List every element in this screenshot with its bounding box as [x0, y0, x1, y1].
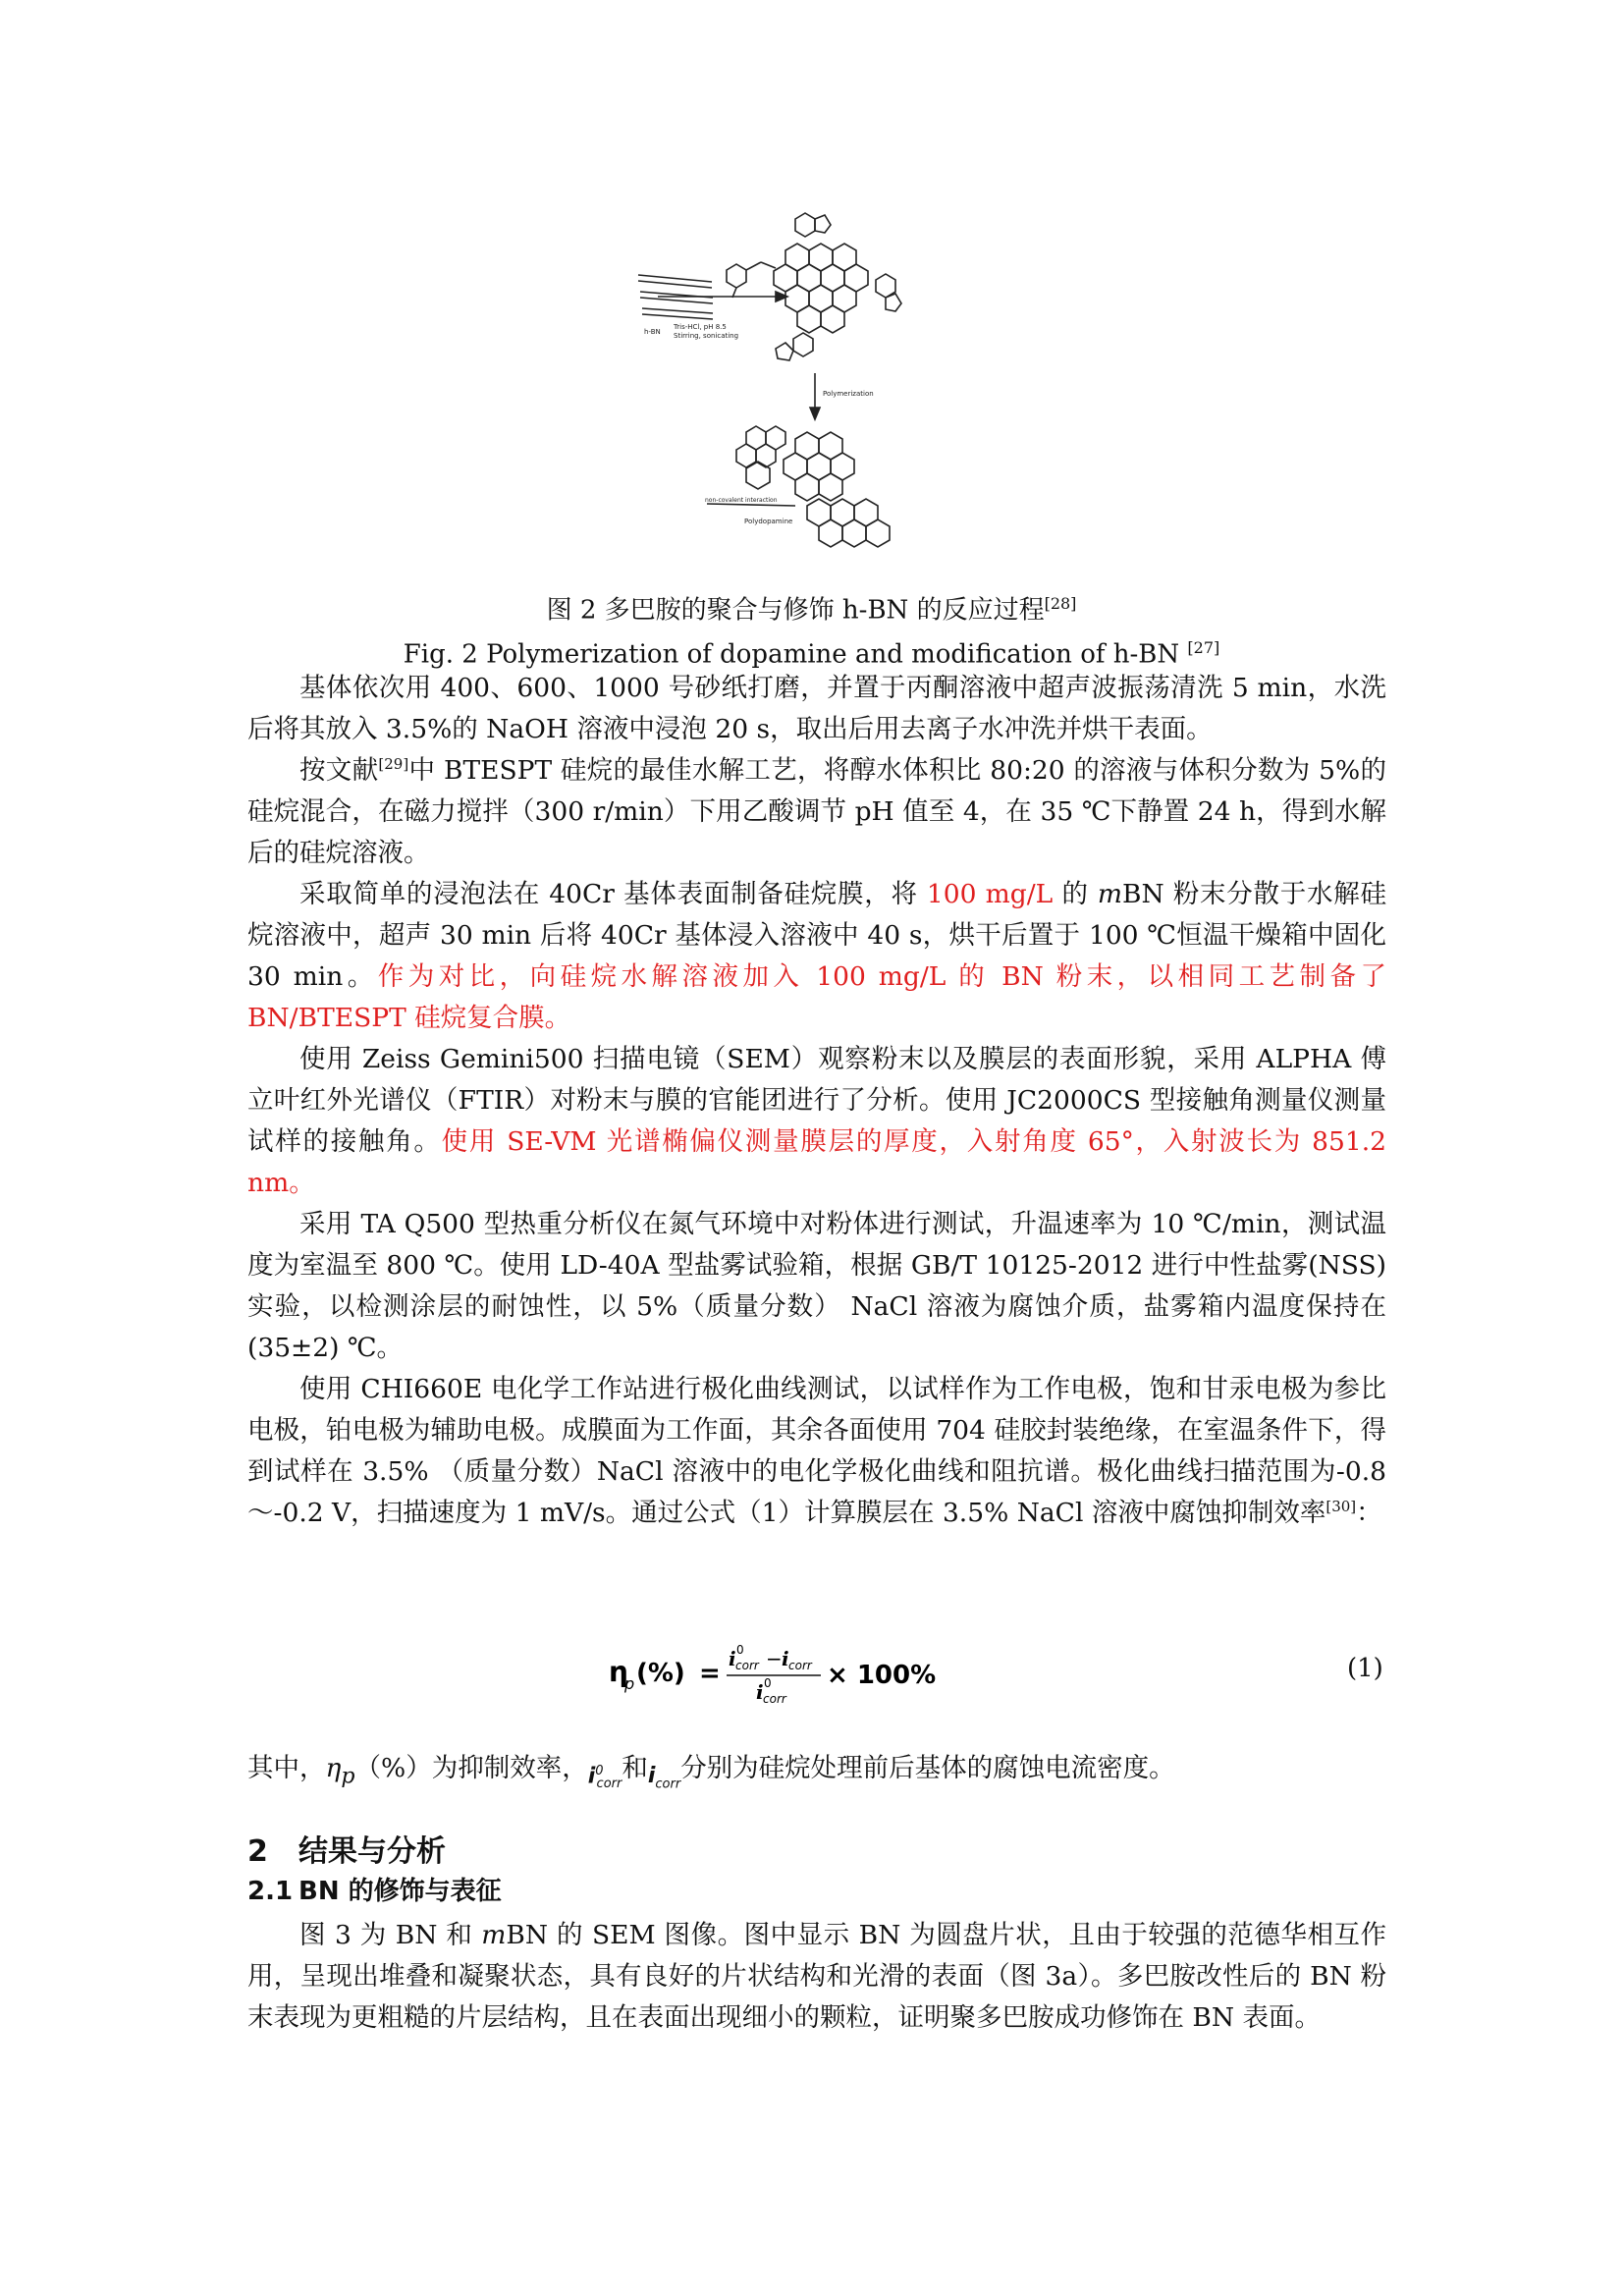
- p7-text-b: BN 的 SEM 图像。图中显示 BN 为圆盘片状，且由于较强的范德华相互作用，呈现出堆叠和凝聚状态，具有良好的片状结构和光滑的表面（图 3a）。多巴胺改性后的 BN 粉末表现为更粗糙的片层结构，且在表面出现细小的颗粒，证明聚多巴胺成功修饰在 BN 表面。: [247, 1920, 1387, 2033]
- eq-den-sup: 0: [764, 1676, 772, 1690]
- ae-i1-i: i: [647, 1764, 656, 1788]
- ae-i1-sub: corr: [655, 1777, 681, 1792]
- reaction-scheme-drawing: [628, 211, 1001, 565]
- eq-den-sub: corr: [763, 1692, 786, 1706]
- p2-ref[interactable]: [29]: [378, 755, 409, 774]
- caption-en-ref[interactable]: [27]: [1187, 638, 1220, 657]
- equation-number: (1): [1347, 1654, 1383, 1683]
- equation-explanation: [247, 1748, 1386, 1805]
- ae-eta-sub: p: [341, 1764, 355, 1789]
- equation-svg: [609, 1638, 1021, 1707]
- eq-num-sub: corr: [735, 1659, 759, 1672]
- eq-num-i2: i: [782, 1647, 789, 1670]
- caption-cn-text: 图 2 多巴胺的聚合与修饰 h-BN 的反应过程: [546, 595, 1045, 626]
- body-text-results: [247, 1915, 1386, 2039]
- p3-red-2: 作为对比，向硅烷水解溶液加入 100 mg/L 的 BN 粉末，以相同工艺制备了 BN/BTESPT 硅烷复合膜。: [247, 961, 1386, 1033]
- polydopamine-label: Polydopamine: [744, 518, 793, 525]
- p3-red-1: 100 mg/L: [926, 879, 1054, 909]
- eq-minus: −: [766, 1647, 783, 1670]
- ae-text-c: 和: [622, 1753, 648, 1783]
- caption-cn: [0, 587, 1623, 628]
- paragraph-thermal-salt-spray: [247, 1204, 1386, 1369]
- ae-i0-sub: corr: [596, 1777, 622, 1792]
- hexagon-sheet-upper: [774, 244, 868, 333]
- ae-text-d: 分别为硅烷处理前后基体的腐蚀电流密度。: [680, 1753, 1175, 1783]
- p6-ref[interactable]: [30]: [1325, 1498, 1357, 1516]
- reagent-label-2: Stirring, sonicating: [674, 332, 739, 340]
- p3-m: m: [1097, 879, 1122, 909]
- subsection-number: 2.1: [247, 1877, 294, 1906]
- paragraph-characterization: [247, 1039, 1386, 1204]
- section-title: 结果与分析: [298, 1834, 446, 1869]
- p7-text-a: 图 3 为 BN 和: [299, 1920, 482, 1950]
- paragraph-sem-results: [247, 1915, 1386, 2039]
- ae-eta: η: [325, 1753, 342, 1783]
- section-number: 2: [247, 1834, 268, 1869]
- reaction-scheme-figure: [628, 211, 1001, 565]
- p5-text: 采用 TA Q500 型热重分析仪在氮气环境中对粉体进行测试，升温速率为 10 ℃/min，测试温度为室温至 800 ℃。使用 LD-40A 型盐雾试验箱，根据 GB/T 10125-2012 进行中性盐雾(NSS)实验，以检测涂层的耐蚀性，以 5%（质量分数） NaCl 溶液为腐蚀介质，盐雾箱内温度保持在(35±2) ℃。: [247, 1209, 1386, 1363]
- caption-en-text: Fig. 2 Polymerization of dopamine and modification of h-BN: [403, 639, 1180, 670]
- body-text: [247, 668, 1386, 1534]
- eq-lhs-pct: (%): [636, 1659, 685, 1688]
- p6-text-a: 使用 CHI660E 电化学工作站进行极化曲线测试，以试样作为工作电极，饱和甘汞电极为参比电极，铂电极为辅助电极。成膜面为工作面，其余各面使用 704 硅胶封装绝缘，在室温条件下，得到试样在 3.5% （质量分数）NaCl 溶液中的电化学极化曲线和阻抗谱。极化曲线扫描范围为-0.8～-0.2 V，扫描速度为 1 mV/s。通过公式（1）计算膜层在 3.5% NaCl 溶液中腐蚀抑制效率: [247, 1374, 1386, 1528]
- eq-num-i: i: [729, 1647, 736, 1670]
- polymerization-label: Polymerization: [823, 390, 874, 398]
- ae-i1: [648, 1756, 680, 1805]
- hbn-label: h-BN: [644, 328, 661, 336]
- eq-den-i: i: [756, 1680, 764, 1704]
- paragraph-electrochem: [247, 1369, 1386, 1534]
- subsection-heading: [247, 1871, 502, 1907]
- p7-m: m: [481, 1920, 507, 1950]
- ae-text-a: 其中，: [247, 1753, 326, 1783]
- p1-text: 基体依次用 400、600、1000 号砂纸打磨，并置于丙酮溶液中超声波振荡清洗 5 min，水洗后将其放入 3.5%的 NaOH 溶液中浸泡 20 s，取出后用去离子水冲洗并烘干表面。: [247, 673, 1386, 744]
- p4-red: 使用 SE-VM 光谱椭偏仪测量膜层的厚度，入射角度 65°，入射波长为 851.2 nm。: [247, 1126, 1386, 1198]
- eq-lhs: η: [609, 1656, 628, 1688]
- caption-cn-ref[interactable]: [28]: [1044, 594, 1077, 613]
- eq-lhs-sub: p: [624, 1674, 635, 1693]
- p2-text-b: 中 BTESPT 硅烷的最佳水解工艺，将醇水体积比 80:20 的溶液与体积分数为 5%的硅烷混合，在磁力搅拌（300 r/min）下用乙酸调节 pH 值至 4，在 35 ℃下静置 24 h，得到水解后的硅烷溶液。: [247, 755, 1387, 868]
- reagent-label-1: Tris-HCl, pH 8.5: [674, 323, 727, 331]
- eq-num-sub2: corr: [788, 1659, 812, 1672]
- paragraph-hydrolysis: [247, 750, 1386, 874]
- p3-text-a: 采取简单的浸泡法在 40Cr 基体表面制备硅烷膜，将: [299, 879, 927, 909]
- paragraph-film-prep: [247, 874, 1386, 1039]
- ae-text-b: （%）为抑制效率，: [354, 1753, 588, 1783]
- p4-text-a: 使用 Zeiss Gemini500 扫描电镜（SEM）观察粉末以及膜层的表面形貌，采用 ALPHA 傅立叶红外光谱仪（FTIR）对粉末与膜的官能团进行了分析。使用 JC2000CS 型接触角测量仪测量试样的接触角。: [247, 1044, 1386, 1157]
- ae-i0-sup: 0: [595, 1763, 604, 1778]
- hexagon-sheet-lower: [736, 426, 890, 547]
- noncovalent-label: non-covalent interaction: [705, 497, 778, 504]
- subsection-title: BN 的修饰与表征: [298, 1877, 502, 1906]
- section-heading: [247, 1827, 446, 1870]
- ae-i0: [588, 1751, 622, 1806]
- caption-en: [0, 631, 1623, 672]
- p3-text-b: 的: [1053, 879, 1098, 909]
- p6-text-b: ：: [1356, 1498, 1382, 1528]
- eq-num-sup: 0: [736, 1643, 744, 1657]
- p2-text-a: 按文献: [299, 755, 379, 786]
- eq-times: × 100%: [827, 1661, 937, 1690]
- p3-text-c: BN 粉末分散于水解硅烷溶液中，超声 30 min 后将 40Cr 基体浸入溶液中 40 s，烘干后置于 100 ℃恒温干燥箱中固化 30 min。: [247, 879, 1386, 992]
- eq-equals: =: [699, 1659, 721, 1688]
- equation-1: [609, 1638, 1021, 1707]
- ae-i0-i: i: [587, 1764, 596, 1788]
- paragraph-substrate-prep: [247, 668, 1386, 750]
